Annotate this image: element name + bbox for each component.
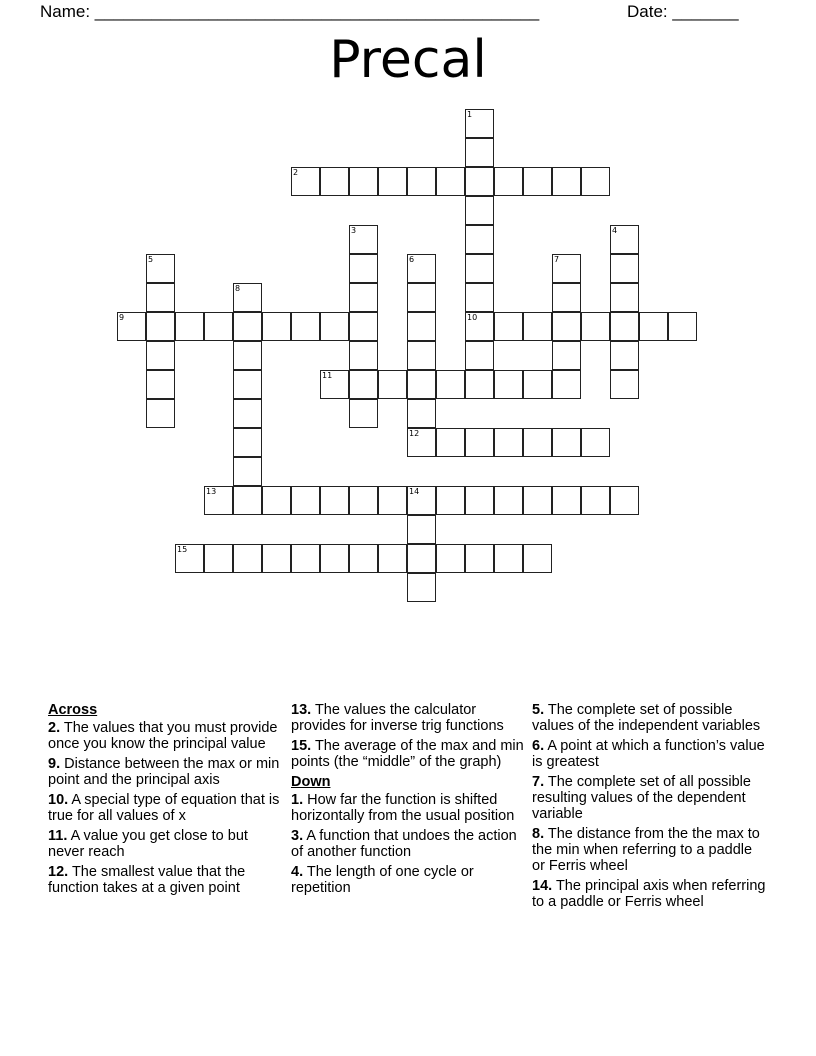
clue-number: 7.: [532, 774, 545, 790]
cell-number: 7: [554, 255, 560, 264]
crossword-cell[interactable]: [233, 399, 262, 428]
clue-number: 14.: [532, 878, 553, 894]
clue-across-13: [291, 702, 526, 734]
clue-text: The complete set of all possible resulting values of the dependent variable: [532, 774, 751, 822]
crossword-cell[interactable]: [610, 486, 639, 515]
crossword-cell[interactable]: [552, 370, 581, 399]
name-field[interactable]: Name: _______________________________________________: [40, 2, 540, 21]
crossword-cell[interactable]: [349, 225, 378, 254]
crossword-cell[interactable]: [233, 428, 262, 457]
crossword-cell[interactable]: [117, 312, 146, 341]
crossword-cell[interactable]: [465, 109, 494, 138]
cell-number: 12: [409, 429, 420, 438]
clue-text: Distance between the max or min point and the principal axis: [48, 756, 280, 788]
clue-text: The principal axis when referring to a paddle or Ferris wheel: [532, 878, 766, 910]
crossword-cell[interactable]: [291, 544, 320, 573]
clue-text: The values the calculator provides for inverse trig functions: [291, 702, 504, 734]
crossword-cell[interactable]: [465, 486, 494, 515]
down-heading: Down: [291, 774, 331, 790]
crossword-cell[interactable]: [320, 370, 349, 399]
crossword-cell[interactable]: [465, 138, 494, 167]
clue-text: The length of one cycle or repetition: [291, 864, 474, 896]
crossword-cell[interactable]: [291, 312, 320, 341]
clue-down-6: [532, 738, 767, 770]
cell-number: 8: [235, 284, 241, 293]
crossword-cell[interactable]: [146, 341, 175, 370]
crossword-cell[interactable]: [581, 486, 610, 515]
crossword-cell[interactable]: [407, 370, 436, 399]
crossword-cell[interactable]: [465, 428, 494, 457]
crossword-cell[interactable]: [349, 283, 378, 312]
crossword-cell[interactable]: [407, 428, 436, 457]
crossword-cell[interactable]: [581, 167, 610, 196]
clue-across-11: [48, 828, 283, 860]
crossword-cell[interactable]: [436, 428, 465, 457]
clue-number: 1.: [291, 792, 304, 808]
clue-down-3: [291, 828, 526, 860]
clue-across-10: [48, 792, 283, 824]
crossword-cell[interactable]: [407, 399, 436, 428]
clue-number: 13.: [291, 702, 312, 718]
crossword-cell[interactable]: [523, 370, 552, 399]
crossword-cell[interactable]: [465, 312, 494, 341]
across-heading: Across: [48, 702, 98, 718]
clue-text: A special type of equation that is true for all values of x: [48, 792, 280, 824]
cell-number: 9: [119, 313, 125, 322]
crossword-cell[interactable]: [465, 254, 494, 283]
crossword-cell[interactable]: [552, 428, 581, 457]
crossword-cell[interactable]: [407, 283, 436, 312]
crossword-cell[interactable]: [494, 428, 523, 457]
crossword-cell[interactable]: [320, 486, 349, 515]
cell-number: 5: [148, 255, 154, 264]
crossword-cell[interactable]: [407, 544, 436, 573]
crossword-cell[interactable]: [233, 544, 262, 573]
cell-number: 14: [409, 487, 420, 496]
crossword-cell[interactable]: [407, 341, 436, 370]
crossword-cell[interactable]: [465, 225, 494, 254]
crossword-cell[interactable]: [465, 370, 494, 399]
crossword-cell[interactable]: [349, 341, 378, 370]
crossword-cell[interactable]: [320, 544, 349, 573]
crossword-cell[interactable]: [407, 254, 436, 283]
clue-across-12: [48, 864, 283, 896]
crossword-cell[interactable]: [349, 312, 378, 341]
clue-number: 4.: [291, 864, 304, 880]
clue-text: The values that you must provide once you know the principal value: [48, 720, 278, 752]
crossword-cell[interactable]: [146, 254, 175, 283]
date-field[interactable]: Date: _______: [627, 2, 739, 21]
crossword-cell[interactable]: [378, 486, 407, 515]
crossword-cell[interactable]: [407, 573, 436, 602]
clue-across-2: [48, 720, 283, 752]
crossword-cell[interactable]: [262, 544, 291, 573]
clue-down-14: [532, 878, 767, 910]
clue-number: 15.: [291, 738, 312, 754]
clue-down-8: [532, 826, 767, 874]
crossword-cell[interactable]: [465, 196, 494, 225]
clue-text: A function that undoes the action of another function: [291, 828, 517, 860]
cell-number: 10: [467, 313, 478, 322]
crossword-cell[interactable]: [233, 370, 262, 399]
crossword-cell[interactable]: [233, 312, 262, 341]
crossword-cell[interactable]: [378, 167, 407, 196]
crossword-cell[interactable]: [552, 283, 581, 312]
crossword-cell[interactable]: [233, 457, 262, 486]
crossword-cell[interactable]: [494, 544, 523, 573]
crossword-cell[interactable]: [610, 312, 639, 341]
clue-number: 6.: [532, 738, 545, 754]
clue-text: A point at which a function’s value is greatest: [532, 738, 765, 770]
crossword-cell[interactable]: [436, 370, 465, 399]
crossword-cell[interactable]: [349, 254, 378, 283]
cell-number: 1: [467, 110, 473, 119]
crossword-cell[interactable]: [523, 544, 552, 573]
crossword-cell[interactable]: [552, 167, 581, 196]
crossword-cell[interactable]: [204, 544, 233, 573]
cell-number: 3: [351, 226, 357, 235]
clues-column-3: [532, 702, 767, 914]
crossword-cell[interactable]: [407, 167, 436, 196]
crossword-cell[interactable]: [320, 167, 349, 196]
crossword-cell[interactable]: [320, 312, 349, 341]
clue-number: 3.: [291, 828, 304, 844]
crossword-cell[interactable]: [610, 254, 639, 283]
crossword-cell[interactable]: [407, 312, 436, 341]
crossword-cell[interactable]: [523, 486, 552, 515]
crossword-cell[interactable]: [349, 167, 378, 196]
crossword-cell[interactable]: [204, 312, 233, 341]
clue-across-15: [291, 738, 526, 770]
crossword-cell[interactable]: [552, 312, 581, 341]
crossword-cell[interactable]: [494, 486, 523, 515]
crossword-cell[interactable]: [146, 370, 175, 399]
clue-down-4: [291, 864, 526, 896]
crossword-cell[interactable]: [436, 486, 465, 515]
crossword-cell[interactable]: [233, 486, 262, 515]
crossword-cell[interactable]: [610, 225, 639, 254]
crossword-cell[interactable]: [581, 428, 610, 457]
crossword-cell[interactable]: [349, 370, 378, 399]
clue-text: The distance from the the max to the min when referring to a paddle or Ferris wheel: [532, 826, 760, 874]
crossword-cell[interactable]: [378, 544, 407, 573]
crossword-cell[interactable]: [378, 370, 407, 399]
cell-number: 6: [409, 255, 415, 264]
crossword-cell[interactable]: [175, 544, 204, 573]
cell-number: 11: [322, 371, 333, 380]
crossword-cell[interactable]: [465, 544, 494, 573]
crossword-cell[interactable]: [465, 283, 494, 312]
clue-number: 8.: [532, 826, 545, 842]
crossword-cell[interactable]: [494, 167, 523, 196]
crossword-cell[interactable]: [436, 167, 465, 196]
crossword-cell[interactable]: [552, 341, 581, 370]
clue-number: 2.: [48, 720, 61, 736]
cell-number: 13: [206, 487, 217, 496]
crossword-cell[interactable]: [610, 283, 639, 312]
clue-down-7: [532, 774, 767, 822]
crossword-cell[interactable]: [233, 283, 262, 312]
cell-number: 2: [293, 168, 299, 177]
clue-number: 11.: [48, 828, 68, 844]
crossword-cell[interactable]: [204, 486, 233, 515]
crossword-cell[interactable]: [349, 399, 378, 428]
clue-text: The complete set of possible values of the independent variables: [532, 702, 761, 734]
crossword-cell[interactable]: [175, 312, 204, 341]
crossword-cell[interactable]: [349, 486, 378, 515]
clue-text: How far the function is shifted horizontally from the usual position: [291, 792, 515, 824]
crossword-cell[interactable]: [465, 167, 494, 196]
crossword-cell[interactable]: [146, 312, 175, 341]
crossword-cell[interactable]: [233, 341, 262, 370]
page-title: Precal: [329, 30, 487, 90]
crossword-cell[interactable]: [668, 312, 697, 341]
cell-number: 4: [612, 226, 618, 235]
crossword-cell[interactable]: [349, 544, 378, 573]
clue-across-9: [48, 756, 283, 788]
clue-number: 5.: [532, 702, 545, 718]
cell-number: 15: [177, 545, 188, 554]
crossword-cell[interactable]: [436, 544, 465, 573]
crossword-cell[interactable]: [552, 254, 581, 283]
crossword-cell[interactable]: [552, 486, 581, 515]
clue-down-5: [532, 702, 767, 734]
crossword-cell[interactable]: [262, 312, 291, 341]
crossword-cell[interactable]: [262, 486, 291, 515]
clues-column-1: [48, 702, 283, 900]
crossword-cell[interactable]: [146, 283, 175, 312]
crossword-cell[interactable]: [523, 167, 552, 196]
crossword-cell[interactable]: [407, 486, 436, 515]
clue-text: A value you get close to but never reach: [48, 828, 248, 860]
crossword-cell[interactable]: [523, 312, 552, 341]
crossword-cell[interactable]: [494, 312, 523, 341]
crossword-cell[interactable]: [465, 341, 494, 370]
crossword-cell[interactable]: [291, 167, 320, 196]
crossword-cell[interactable]: [639, 312, 668, 341]
clue-text: The smallest value that the function takes at a given point: [48, 864, 246, 896]
crossword-cell[interactable]: [610, 370, 639, 399]
crossword-cell[interactable]: [610, 341, 639, 370]
crossword-cell[interactable]: [407, 515, 436, 544]
crossword-cell[interactable]: [523, 428, 552, 457]
clue-number: 12.: [48, 864, 69, 880]
clue-number: 10.: [48, 792, 69, 808]
clue-down-1: [291, 792, 526, 824]
crossword-cell[interactable]: [146, 399, 175, 428]
clue-text: The average of the max and min points (the “middle” of the graph): [291, 738, 524, 770]
crossword-cell[interactable]: [494, 370, 523, 399]
clues-column-2: [291, 702, 526, 900]
clue-number: 9.: [48, 756, 61, 772]
crossword-cell[interactable]: [581, 312, 610, 341]
crossword-cell[interactable]: [291, 486, 320, 515]
